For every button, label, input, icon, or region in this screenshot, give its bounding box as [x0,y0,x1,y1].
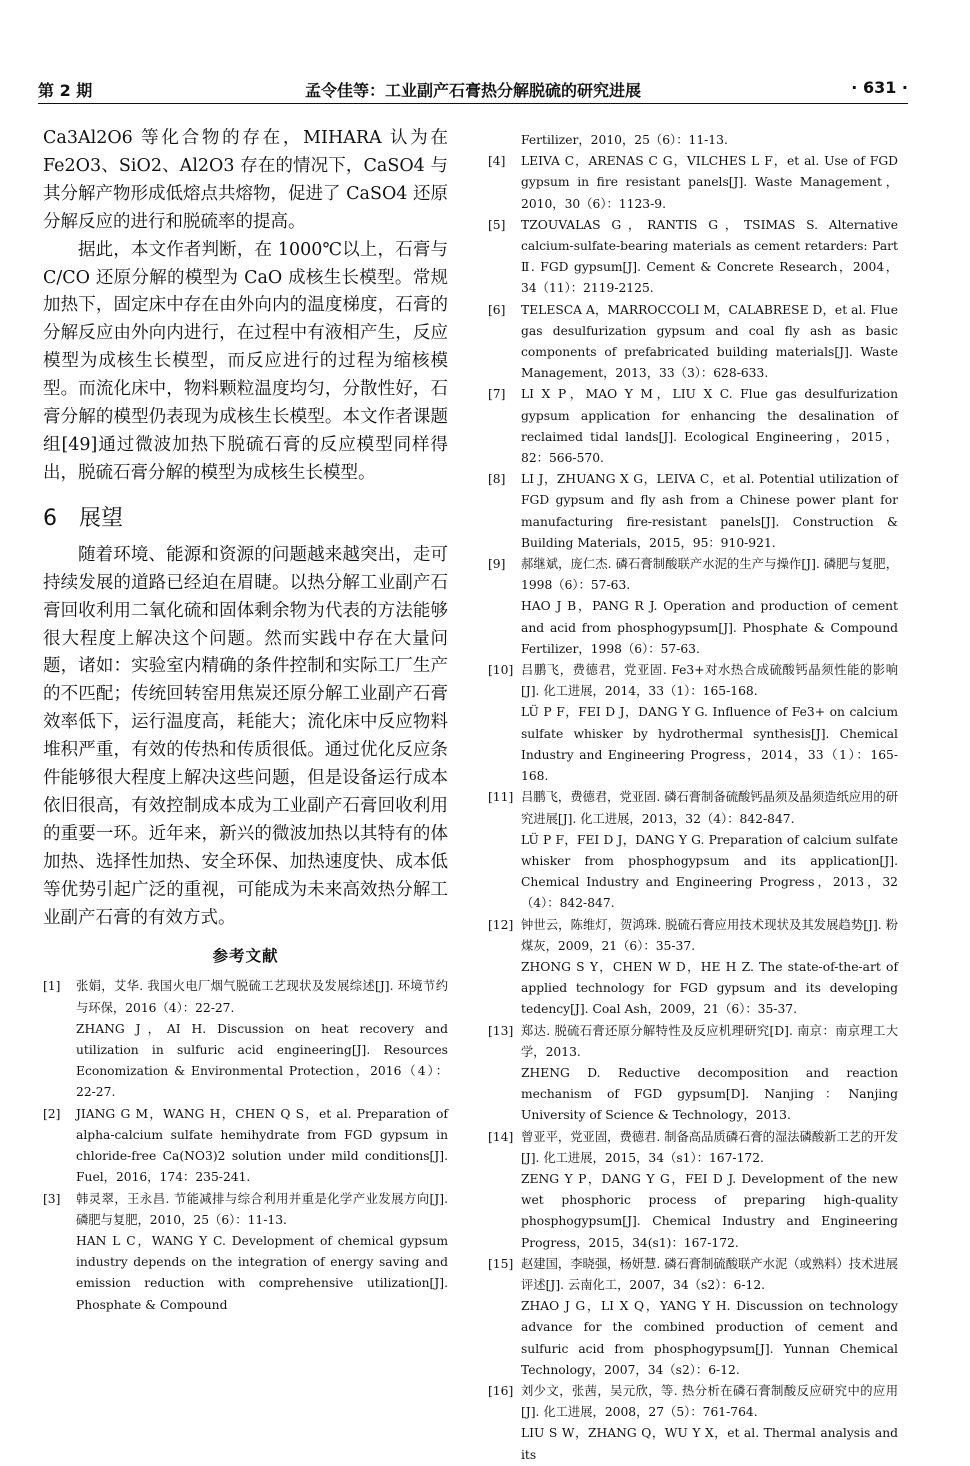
reference-text: LIU S W，ZHANG Q，WU Y X，et al. Thermal analysis and its [521,1426,898,1462]
reference-number: [2] [43,1106,61,1121]
reference-text: LÜ P F，FEI D J，DANG Y G. Influence of Fe3+ on calcium sulfate whisker by hydrothermal synthesis[J]. Chemical Industry and Engineering Progress，2014，33（1）：165-168. [521,705,898,784]
reference-text: 韩灵翠，王永昌. 节能减排与综合利用并重是化学产业发展方向[J]. 磷肥与复肥，2010，25（6）：11-13. [76,1191,448,1227]
reference-item [488,215,898,300]
reference-text: 钟世云，陈维灯，贺鸿珠. 脱硫石膏应用技术现状及其发展趋势[J]. 粉煤灰，2009，21（6）：35-37. [521,917,898,953]
reference-item [488,1021,898,1127]
reference-number: [16] [488,1383,514,1398]
reference-text: ZHAO J G，LI X Q，YANG Y H. Discussion on technology advance for the combined production of cement and sulfuric acid from phosphogypsum[J]. Yunnan Chemical Technology，2007，34（s2）：6-12. [521,1299,898,1377]
reference-text: Fertilizer，2010，25（6）：11-13. [521,133,728,147]
reference-item [488,1254,898,1381]
reference-text: TZOUVALAS G，RANTIS G，TSIMAS S. Alternative calcium-sulfate-bearing materials as cement retarders: Part Ⅱ. FGD gypsum[J]. Cement & Concrete Research，2004，34（11）：2119-2125. [521,217,898,296]
reference-item [43,1104,448,1189]
reference-item [488,300,898,385]
reference-text: 张娟，艾华. 我国火电厂烟气脱硫工艺现状及发展综述[J]. 环境节约与环保，2016（4）：22-27. [76,979,448,1015]
reference-item [43,976,448,1103]
reference-text: 吕鹏飞，费德君，党亚固. Fe3+对水热合成硫酸钙晶须性能的影响[J]. 化工进展，2014，33（1）：165-168. [521,663,898,699]
reference-number: [8] [488,472,506,487]
reference-list-right [488,130,898,1466]
section-number: 6 [43,505,57,531]
reference-number: [11] [488,790,514,805]
reference-item [488,787,898,914]
reference-text: LI X P，MAO Y M，LIU X C. Flue gas desulfurization gypsum application for enhancing the desalination of reclaimed tidal lands[J]. Ecological Engineering，2015，82：566-570. [521,387,898,466]
running-title: 孟令佳等：工业副产石膏热分解脱硫的研究进展 [304,81,641,100]
reference-number: [14] [488,1129,514,1144]
references-heading: 参考文献 [212,947,279,966]
reference-text: ZHENG D. Reductive decomposition and reaction mechanism of FGD gypsum[D]. Nanjing：Nanjing University of Science & Technology，2013. [521,1065,898,1123]
paragraph-3: 随着环境、能源和资源的问题越来越突出，走可持续发展的道路已经迫在眉睫。以热分解工业副产石膏回收利用二氧化硫和固体剩余物为代表的方法能够很大程度上解决这个问题。然而实践中存在大量问题，诸如：实验室内精确的条件控制和实际工厂生产的不匹配；传统回转窑用焦炭还原分解工业副产石膏效率低下，运行温度高，耗能大；流化床中反应物料堆积严重，有效的传热和传质很低。通过优化反应条件能够很大程度上解决这些问题，但是设备运行成本依旧很高，有效控制成本成为工业副产石膏回收利用的重要一环。近年来，新兴的微波加热以其特有的体加热、选择性加热、安全环保、加热速度快、成本低等优势引起广泛的重视，可能成为未来高效热分解工业副产石膏的有效方式。 [43,544,448,928]
paragraph-2: 据此，本文作者判断，在 1000℃以上，石膏与 C/CO 还原分解的模型为 CaO 成核生长模型。常规加热下，固定床中存在由外向内的温度梯度，石膏的分解反应由外向内进行，在过程中有液相产生，反应模型为成核生长模型，而反应进行的过程为缩核模型。而流化床中，物料颗粒温度均匀，分散性好，石膏分解的模型仍表现为成核生长模型。本文作者课题组[49]通过微波加热下脱硫石膏的反应模型同样得出，脱硫石膏分解的模型为成核生长模型。 [43,239,448,483]
reference-number: [15] [488,1256,514,1271]
reference-item [488,469,898,554]
reference-text: JIANG G M，WANG H，CHEN Q S，et al. Preparation of alpha-calcium sulfate hemihydrate from FGD gypsum in chloride-free Ca(NO3)2 solution under mild conditions[J]. Fuel，2016，174：235-241. [76,1106,448,1185]
reference-text: LI J，ZHUANG X G，LEIVA C，et al. Potential utilization of FGD gypsum and fly ash from a Chinese power plant for manufacturing fire-resistant panels[J]. Construction & Building Materials，2015，95：910-921. [521,472,898,550]
reference-item [488,1127,898,1254]
reference-number: [7] [488,387,506,402]
reference-item [488,554,898,660]
reference-number: [12] [488,917,514,932]
reference-number: [13] [488,1023,514,1038]
reference-item [488,151,898,215]
header-rule [38,103,908,104]
reference-number: [5] [488,217,506,232]
reference-text: 郑达. 脱硫石膏还原分解特性及反应机理研究[D]. 南京：南京理工大学，2013. [521,1023,898,1059]
paragraph-1: Ca3Al2O6 等化合物的存在，MIHARA 认为在 Fe2O3、SiO2、Al2O3 存在的情况下，CaSO4 与其分解产物形成低熔点共熔物，促进了 CaSO4 还原分解反应的进行和脱硫率的提高。 [43,128,448,232]
page-header [38,78,908,102]
reference-text: HAO J B，PANG R J. Operation and production of cement and acid from phosphogypsum[J]. Phosphate & Compound Fertilizer，1998（6）：57-63. [521,599,898,656]
reference-text: LÜ P F，FEI D J，DANG Y G. Preparation of calcium sulfate whisker from phosphogypsum and its application[J]. Chemical Industry and Engineering Progress，2013，32（4）：842-847. [521,832,898,911]
reference-list-left [43,976,448,1315]
reference-number: [6] [488,302,506,317]
reference-number: [1] [43,979,61,994]
reference-text: ZHANG J，AI H. Discussion on heat recovery and utilization in sulfuric acid engineering[J]. Resources Economization & Environmental Protection，2016（4）：22-27. [76,1021,448,1100]
reference-number: [10] [488,663,514,678]
reference-text: 赵建国，李晓强，杨妍慧. 磷石膏制硫酸联产水泥（或熟料）技术进展评述[J]. 云南化工，2007，34（s2）：6-12. [521,1256,898,1292]
reference-text: 刘少文，张茜，吴元欣，等. 热分析在磷石膏制酸反应研究中的应用[J]. 化工进展，2008，27（5）：761-764. [521,1383,898,1420]
reference-item [488,1381,898,1466]
reference-number: [9] [488,557,506,572]
reference-item [488,660,898,787]
reference-number: [4] [488,154,506,169]
issue-number: 第 2 期 [38,81,93,100]
reference-text: 曾亚平，党亚固，费德君. 制备高品质磷石膏的湿法磷酸新工艺的开发[J]. 化工进展，2015，34（s1）：167-172. [521,1129,898,1165]
reference-item [488,384,898,469]
left-column [43,125,448,1316]
reference-item [43,1189,448,1316]
right-column [488,130,898,1466]
reference-item [488,915,898,1021]
reference-text: TELESCA A，MARROCCOLI M，CALABRESE D，et al. Flue gas desulfurization gypsum and coal fly ash as basic components of prefabricated building materials[J]. Waste Management，2013，33（3）：628-633. [521,302,898,381]
page-number: · 631 · [851,78,908,97]
reference-text: 吕鹏飞，费德君，党亚固. 磷石膏制备硫酸钙晶须及晶须造纸应用的研究进展[J]. 化工进展，2013，32（4）：842-847. [521,790,898,826]
reference-text: HAN L C，WANG Y C. Development of chemical gypsum industry depends on the integration of energy saving and emission reduction with comprehensive utilization[J]. Phosphate & Compound [76,1233,448,1312]
section-heading [43,501,448,532]
reference-text: LEIVA C，ARENAS C G，VILCHES L F，et al. Use of FGD gypsum in fire resistant panels[J]. Waste Management，2010，30（6）：1123-9. [521,154,898,211]
reference-text: ZHONG S Y，CHEN W D，HE H Z. The state-of-the-art of applied technology for FGD gypsum and its developing tedency[J]. Coal Ash，2009，21（6）：35-37. [521,959,898,1017]
reference-number: [3] [43,1191,61,1206]
reference-text: ZENG Y P，DANG Y G，FEI D J. Development of the new wet phosphoric process of preparing high-quality phosphogypsum[J]. Chemical Industry and Engineering Progress，2015，34(s1)：167-172. [521,1171,898,1250]
section-title: 展望 [79,505,124,531]
reference-text: 郝继斌，庞仁杰. 磷石膏制酸联产水泥的生产与操作[J]. 磷肥与复肥，1998（6）：57-63. [521,557,898,593]
reference-item [488,130,898,151]
